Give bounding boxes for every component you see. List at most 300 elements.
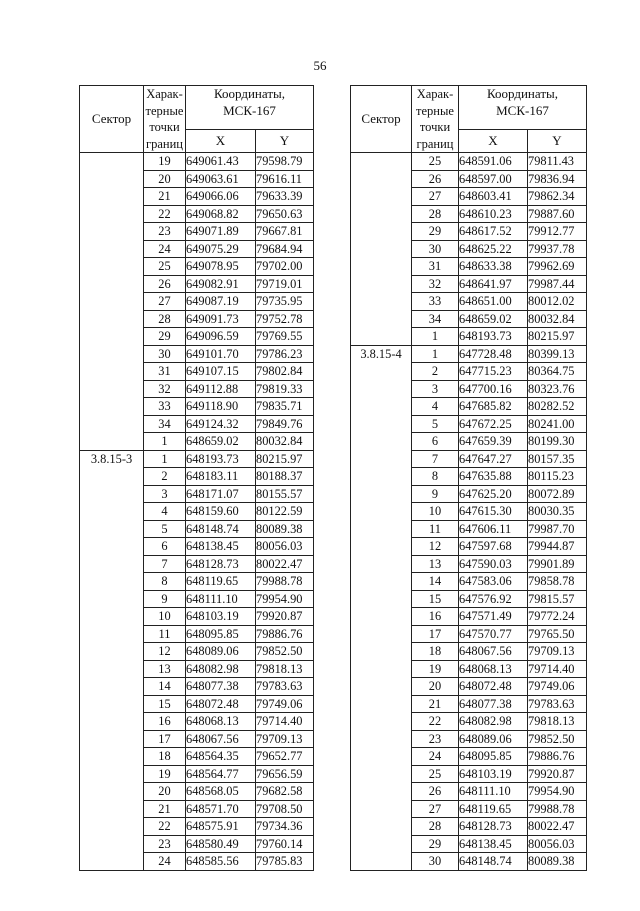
sector-cell [351,853,412,871]
point-cell: 6 [412,433,459,451]
table-row [351,345,587,363]
sector-cell [351,275,412,293]
point-cell: 34 [144,415,186,433]
table-row [80,625,314,643]
point-cell: 33 [412,293,459,311]
table-row [80,363,314,381]
x-coordinate-cell: 649063.61 [186,170,256,188]
x-coordinate-cell: 648568.05 [186,783,256,801]
x-coordinate-cell: 649096.59 [186,328,256,346]
y-coordinate-cell: 80155.57 [256,485,314,503]
sector-cell [80,713,144,731]
point-cell: 4 [144,503,186,521]
point-cell: 27 [412,800,459,818]
x-coordinate-cell: 649118.90 [186,398,256,416]
point-cell: 2 [144,468,186,486]
sector-cell [80,625,144,643]
y-coordinate-cell: 79987.70 [528,520,587,538]
table-row [351,573,587,591]
table-row [351,310,587,328]
table-row [351,678,587,696]
y-coordinate-cell: 79786.23 [256,345,314,363]
x-coordinate-cell: 648082.98 [459,713,528,731]
x-coordinate-cell: 648072.48 [186,695,256,713]
table-row [80,485,314,503]
y-coordinate-cell: 79920.87 [256,608,314,626]
point-cell: 7 [412,450,459,468]
y-coordinate-cell: 79652.77 [256,748,314,766]
y-coordinate-cell: 79735.95 [256,293,314,311]
point-cell: 31 [144,363,186,381]
y-coordinate-cell: 80157.35 [528,450,587,468]
table-row [80,660,314,678]
sector-cell [80,433,144,451]
y-coordinate-cell: 79835.71 [256,398,314,416]
y-coordinate-cell: 79988.78 [528,800,587,818]
header-sector: Сектор [80,86,144,153]
point-cell: 16 [412,608,459,626]
sector-cell [351,835,412,853]
table-row [80,608,314,626]
y-coordinate-cell: 80056.03 [256,538,314,556]
x-coordinate-cell: 648617.52 [459,223,528,241]
x-coordinate-cell: 649124.32 [186,415,256,433]
point-cell: 1 [144,433,186,451]
table-row [351,590,587,608]
point-cell: 27 [144,293,186,311]
y-coordinate-cell: 79818.13 [528,713,587,731]
header-y: Y [528,130,587,153]
table-row [351,485,587,503]
sector-cell [351,800,412,818]
header-coordinates: Координаты, МСК-167 [186,86,314,130]
sector-cell [351,310,412,328]
x-coordinate-cell: 648183.11 [186,468,256,486]
y-coordinate-cell: 79783.63 [528,695,587,713]
table-row [80,153,314,171]
x-coordinate-cell: 648171.07 [186,485,256,503]
x-coordinate-cell: 649101.70 [186,345,256,363]
sector-cell [351,783,412,801]
sector-cell [80,538,144,556]
table-row [351,608,587,626]
x-coordinate-cell: 648067.56 [186,730,256,748]
x-coordinate-cell: 647570.77 [459,625,528,643]
x-coordinate-cell: 648119.65 [459,800,528,818]
x-coordinate-cell: 647625.20 [459,485,528,503]
header-x: X [459,130,528,153]
point-cell: 19 [412,660,459,678]
x-coordinate-cell: 648610.23 [459,205,528,223]
y-coordinate-cell: 79682.58 [256,783,314,801]
x-coordinate-cell: 649075.29 [186,240,256,258]
point-cell: 4 [412,398,459,416]
point-cell: 33 [144,398,186,416]
x-coordinate-cell: 648103.19 [186,608,256,626]
table-row [351,153,587,171]
sector-cell [80,730,144,748]
table-row [80,695,314,713]
table-row [351,555,587,573]
table-row [351,765,587,783]
point-cell: 11 [144,625,186,643]
x-coordinate-cell: 647715.23 [459,363,528,381]
y-coordinate-cell: 80072.89 [528,485,587,503]
y-coordinate-cell: 79815.57 [528,590,587,608]
point-cell: 29 [412,835,459,853]
y-coordinate-cell: 79709.13 [256,730,314,748]
y-coordinate-cell: 79734.36 [256,818,314,836]
y-coordinate-cell: 79920.87 [528,765,587,783]
y-coordinate-cell: 80323.76 [528,380,587,398]
y-coordinate-cell: 79714.40 [256,713,314,731]
point-cell: 12 [412,538,459,556]
table-row [351,398,587,416]
y-coordinate-cell: 79633.39 [256,188,314,206]
sector-cell [351,678,412,696]
table-row [351,328,587,346]
sector-cell [80,258,144,276]
table-row [80,398,314,416]
y-coordinate-cell: 79862.34 [528,188,587,206]
point-cell: 6 [144,538,186,556]
point-cell: 13 [412,555,459,573]
table-row [351,380,587,398]
x-coordinate-cell: 648095.85 [459,748,528,766]
table-row [80,765,314,783]
table-row [351,730,587,748]
point-cell: 10 [412,503,459,521]
page-number: 56 [313,58,327,73]
sector-cell [351,695,412,713]
x-coordinate-cell: 648603.41 [459,188,528,206]
x-coordinate-cell: 647659.39 [459,433,528,451]
sector-cell [351,520,412,538]
point-cell: 14 [144,678,186,696]
sector-cell [80,153,144,171]
point-cell: 27 [412,188,459,206]
x-coordinate-cell: 648128.73 [186,555,256,573]
table-row [80,223,314,241]
point-cell: 20 [144,783,186,801]
point-cell: 17 [144,730,186,748]
sector-cell [351,625,412,643]
point-cell: 24 [412,748,459,766]
table-row [351,240,587,258]
table-row [80,275,314,293]
table-row [351,433,587,451]
x-coordinate-cell: 648148.74 [186,520,256,538]
table-row [351,643,587,661]
sector-cell: 3.8.15-3 [80,450,144,468]
sector-cell [80,485,144,503]
table-row [351,748,587,766]
x-coordinate-cell: 649107.15 [186,363,256,381]
sector-cell [351,573,412,591]
sector-cell [351,468,412,486]
header-y: Y [256,130,314,153]
sector-cell [351,380,412,398]
y-coordinate-cell: 80056.03 [528,835,587,853]
point-cell: 26 [412,170,459,188]
point-cell: 26 [144,275,186,293]
y-coordinate-cell: 79852.50 [256,643,314,661]
x-coordinate-cell: 649066.06 [186,188,256,206]
point-cell: 1 [412,328,459,346]
y-coordinate-cell: 79819.33 [256,380,314,398]
y-coordinate-cell: 79598.79 [256,153,314,171]
sector-cell [80,678,144,696]
y-coordinate-cell: 79684.94 [256,240,314,258]
point-cell: 25 [412,153,459,171]
sector-cell: 3.8.15-4 [351,345,412,363]
y-coordinate-cell: 79783.63 [256,678,314,696]
y-coordinate-cell: 80022.47 [528,818,587,836]
sector-cell [351,538,412,556]
x-coordinate-cell: 649091.73 [186,310,256,328]
y-coordinate-cell: 80089.38 [256,520,314,538]
y-coordinate-cell: 79656.59 [256,765,314,783]
x-coordinate-cell: 648564.77 [186,765,256,783]
table-row [351,783,587,801]
sector-cell [80,170,144,188]
y-coordinate-cell: 79954.90 [528,783,587,801]
x-coordinate-cell: 648651.00 [459,293,528,311]
y-coordinate-cell: 80199.30 [528,433,587,451]
sector-cell [351,188,412,206]
table-row [80,643,314,661]
table-row [80,713,314,731]
table-row [80,783,314,801]
point-cell: 18 [144,748,186,766]
sector-cell [80,328,144,346]
table-row [351,293,587,311]
sector-cell [351,555,412,573]
y-coordinate-cell: 80022.47 [256,555,314,573]
sector-cell [351,205,412,223]
point-cell: 9 [144,590,186,608]
point-cell: 19 [144,765,186,783]
x-coordinate-cell: 649112.88 [186,380,256,398]
y-coordinate-cell: 79858.78 [528,573,587,591]
point-cell: 34 [412,310,459,328]
point-cell: 8 [144,573,186,591]
x-coordinate-cell: 648625.22 [459,240,528,258]
table-row [351,415,587,433]
point-cell: 21 [412,695,459,713]
x-coordinate-cell: 648591.06 [459,153,528,171]
y-coordinate-cell: 79772.24 [528,608,587,626]
point-cell: 3 [412,380,459,398]
table-row [351,450,587,468]
table-row [351,538,587,556]
sector-cell [80,380,144,398]
point-cell: 30 [412,240,459,258]
table-row [80,503,314,521]
point-cell: 30 [412,853,459,871]
x-coordinate-cell: 647728.48 [459,345,528,363]
x-coordinate-cell: 649068.82 [186,205,256,223]
y-coordinate-cell: 80215.97 [528,328,587,346]
x-coordinate-cell: 648659.02 [186,433,256,451]
table-row [80,293,314,311]
sector-cell [80,660,144,678]
sector-cell [351,608,412,626]
x-coordinate-cell: 648148.74 [459,853,528,871]
table-row [80,170,314,188]
sector-cell [351,170,412,188]
x-coordinate-cell: 647700.16 [459,380,528,398]
x-coordinate-cell: 647635.88 [459,468,528,486]
y-coordinate-cell: 79616.11 [256,170,314,188]
x-coordinate-cell: 647597.68 [459,538,528,556]
y-coordinate-cell: 79785.83 [256,853,314,871]
table-row [80,380,314,398]
table-row [80,800,314,818]
sector-cell [80,800,144,818]
sector-cell [80,345,144,363]
x-coordinate-cell: 648585.56 [186,853,256,871]
point-cell: 23 [144,223,186,241]
table-row [80,328,314,346]
sector-cell [351,398,412,416]
sector-cell [351,643,412,661]
sector-cell [351,713,412,731]
table-row [80,853,314,871]
point-cell: 25 [412,765,459,783]
sector-cell [80,555,144,573]
x-coordinate-cell: 648159.60 [186,503,256,521]
x-coordinate-cell: 648095.85 [186,625,256,643]
header-coordinates: Координаты, МСК-167 [459,86,587,130]
sector-cell [351,748,412,766]
sector-cell [80,590,144,608]
point-cell: 8 [412,468,459,486]
point-cell: 22 [412,713,459,731]
y-coordinate-cell: 79709.13 [528,643,587,661]
sector-cell [80,188,144,206]
y-coordinate-cell: 80122.59 [256,503,314,521]
x-coordinate-cell: 649061.43 [186,153,256,171]
sector-cell [80,520,144,538]
table-row [351,188,587,206]
y-coordinate-cell: 79849.76 [256,415,314,433]
point-cell: 17 [412,625,459,643]
y-coordinate-cell: 79852.50 [528,730,587,748]
point-cell: 32 [412,275,459,293]
coordinates-table-left [79,85,314,871]
point-cell: 23 [412,730,459,748]
x-coordinate-cell: 647590.03 [459,555,528,573]
point-cell: 5 [412,415,459,433]
table-row [80,520,314,538]
point-cell: 19 [144,153,186,171]
sector-cell [80,363,144,381]
point-cell: 28 [412,205,459,223]
table-row [80,573,314,591]
x-coordinate-cell: 649082.91 [186,275,256,293]
table-row [351,853,587,871]
table-row [351,835,587,853]
x-coordinate-cell: 648077.38 [186,678,256,696]
x-coordinate-cell: 648193.73 [459,328,528,346]
sector-cell [80,783,144,801]
table-row [80,205,314,223]
y-coordinate-cell: 79765.50 [528,625,587,643]
sector-cell [351,415,412,433]
y-coordinate-cell: 79988.78 [256,573,314,591]
point-cell: 9 [412,485,459,503]
y-coordinate-cell: 80032.84 [256,433,314,451]
point-cell: 2 [412,363,459,381]
table-row [351,223,587,241]
table-row [351,660,587,678]
x-coordinate-cell: 648089.06 [459,730,528,748]
x-coordinate-cell: 648068.13 [459,660,528,678]
table-row [80,538,314,556]
table-row [80,590,314,608]
point-cell: 7 [144,555,186,573]
sector-cell [351,433,412,451]
y-coordinate-cell: 79836.94 [528,170,587,188]
point-cell: 22 [144,818,186,836]
y-coordinate-cell: 79954.90 [256,590,314,608]
sector-cell [80,310,144,328]
x-coordinate-cell: 648138.45 [459,835,528,853]
point-cell: 20 [412,678,459,696]
y-coordinate-cell: 79944.87 [528,538,587,556]
sector-cell [80,695,144,713]
sector-cell [80,643,144,661]
y-coordinate-cell: 79886.76 [256,625,314,643]
sector-cell [80,240,144,258]
x-coordinate-cell: 647615.30 [459,503,528,521]
sector-cell [351,240,412,258]
y-coordinate-cell: 80282.52 [528,398,587,416]
table-row [351,503,587,521]
table-row [351,170,587,188]
x-coordinate-cell: 648089.06 [186,643,256,661]
point-cell: 16 [144,713,186,731]
y-coordinate-cell: 79987.44 [528,275,587,293]
y-coordinate-cell: 79962.69 [528,258,587,276]
x-coordinate-cell: 647571.49 [459,608,528,626]
x-coordinate-cell: 648128.73 [459,818,528,836]
x-coordinate-cell: 648072.48 [459,678,528,696]
y-coordinate-cell: 80012.02 [528,293,587,311]
point-cell: 28 [144,310,186,328]
x-coordinate-cell: 647647.27 [459,450,528,468]
y-coordinate-cell: 80188.37 [256,468,314,486]
table-row [351,363,587,381]
x-coordinate-cell: 648641.97 [459,275,528,293]
point-cell: 11 [412,520,459,538]
sector-cell [351,293,412,311]
x-coordinate-cell: 648633.38 [459,258,528,276]
point-cell: 21 [144,188,186,206]
sector-cell [351,590,412,608]
point-cell: 29 [144,328,186,346]
point-cell: 14 [412,573,459,591]
point-cell: 23 [144,835,186,853]
sector-cell [80,415,144,433]
sector-cell [351,765,412,783]
y-coordinate-cell: 80399.13 [528,345,587,363]
x-coordinate-cell: 648575.91 [186,818,256,836]
table-row [80,188,314,206]
x-coordinate-cell: 649078.95 [186,258,256,276]
y-coordinate-cell: 79887.60 [528,205,587,223]
